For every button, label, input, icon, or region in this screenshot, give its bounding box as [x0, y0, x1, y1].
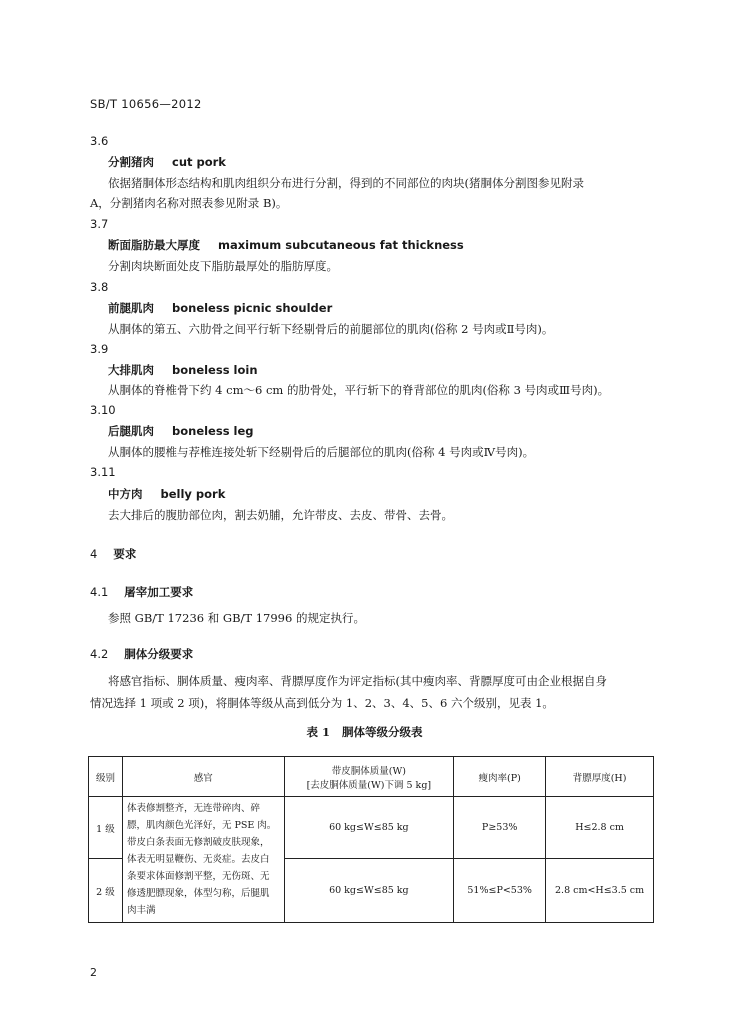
definition-text [108, 506, 648, 526]
term-heading [108, 362, 258, 378]
header-sense: 感官 [122, 757, 284, 797]
sense-line: 修透肥膘现象，体型匀称，后腿肌 [126, 888, 270, 899]
definition-text [108, 443, 648, 463]
cell-weight: 60 kg≤W≤85 kg [284, 859, 454, 923]
document-code: SB/T 10656—2012 [90, 97, 202, 111]
section-heading [90, 546, 136, 562]
cell-fat: H≤2.8 cm [546, 797, 654, 859]
table-header-row [89, 757, 654, 797]
sense-line: 体表修割整齐，无连带碎肉、碎 [126, 803, 260, 814]
term-cn: 前腿肌肉 [108, 301, 154, 315]
header-weight-line2: [去皮胴体质量(W)下调 5 kg] [306, 779, 432, 791]
cell-grade: 1 级 [89, 797, 123, 859]
term-en: cut pork [172, 155, 226, 169]
clause-number: 3.8 [90, 280, 109, 294]
definition-text-continued [90, 194, 650, 214]
cell-lean: P≥53% [454, 797, 546, 859]
definition-text [108, 257, 648, 277]
term-cn: 中方肉 [108, 487, 143, 501]
cell-weight: 60 kg≤W≤85 kg [284, 797, 454, 859]
subsection-number: 4.2 [90, 647, 109, 661]
header-fat: 背膘厚度(H) [546, 757, 654, 797]
term-heading [108, 154, 226, 170]
definition-line: 从胴体的第五、六肋骨之间平行斩下经剔骨后的前腿部位的肌肉(俗称 2 号肉或Ⅱ号肉)。 [108, 322, 554, 336]
definition-line: 从胴体的脊椎骨下约 4 cm～6 cm 的肋骨处，平行斩下的脊背部位的肌肉(俗称 3 号肉或Ⅲ号肉)。 [108, 383, 610, 397]
cell-grade: 2 级 [89, 859, 123, 923]
subsection-title: 胴体分级要求 [124, 647, 194, 661]
subsection-number: 4.1 [90, 585, 109, 599]
sense-line: 带皮白条表面无修割破皮肤现象， [126, 837, 270, 848]
term-en: belly pork [160, 487, 226, 501]
term-cn: 分割猪肉 [108, 155, 154, 169]
definition-text [108, 320, 648, 340]
sense-line: 膘，肌肉颜色光泽好，无 PSE 肉。 [126, 820, 277, 831]
term-cn: 断面脂肪最大厚度 [108, 238, 200, 252]
clause-number: 3.9 [90, 342, 109, 356]
section-title: 要求 [113, 547, 137, 561]
definition-line: 从胴体的腰椎与荐椎连接处斩下经剔骨后的后腿部位的肌肉(俗称 4 号肉或Ⅳ号肉)。 [108, 445, 535, 459]
cell-sense [122, 797, 284, 923]
clause-number: 3.11 [90, 465, 116, 479]
term-heading [108, 423, 254, 439]
term-en: maximum subcutaneous fat thickness [218, 238, 464, 252]
subsection-heading [90, 584, 193, 600]
sense-line: 条要求体面修割平整，无伤斑、无 [126, 871, 270, 882]
term-cn: 后腿肌肉 [108, 424, 154, 438]
page-number: 2 [90, 966, 97, 979]
header-grade: 级别 [89, 757, 123, 797]
table-title: 胴体等级分级表 [342, 725, 423, 739]
header-weight-line1: 带皮胴体质量(W) [331, 765, 406, 777]
grading-table [88, 756, 654, 923]
definition-text [108, 174, 648, 194]
term-en: boneless loin [172, 363, 258, 377]
term-heading [108, 237, 464, 253]
definition-text [108, 381, 648, 401]
table-row [89, 797, 654, 859]
header-weight [284, 757, 454, 797]
paragraph-line: 情况选择 1 项或 2 项)，将胴体等级从高到低分为 1、2、3、4、5、6 六个级别，见表 1。 [90, 696, 554, 710]
definition-line: 分割肉块断面处皮下脂肪最厚处的脂肪厚度。 [108, 259, 338, 273]
term-heading [108, 300, 332, 316]
sense-line: 体表无明显鞭伤、无炎症。去皮白 [126, 854, 270, 865]
term-en: boneless leg [172, 424, 254, 438]
definition-line: 依据猪胴体形态结构和肌肉组织分布进行分割，得到的不同部位的肉块(猪胴体分割图参见附录 [108, 176, 584, 190]
definition-line: A，分割猪肉名称对照表参见附录 B)。 [90, 196, 288, 210]
paragraph-line: 将感官指标、胴体质量、瘦肉率、背膘厚度作为评定指标(其中瘦肉率、背膘厚度可由企业根据自身 [108, 674, 607, 688]
term-heading [108, 486, 225, 502]
clause-number: 3.6 [90, 134, 109, 148]
sense-line: 肉丰满 [126, 905, 156, 916]
term-cn: 大排肌肉 [108, 363, 154, 377]
clause-number: 3.10 [90, 403, 116, 417]
definition-line: 去大排后的腹肋部位肉，割去奶脯，允许带皮、去皮、带骨、去骨。 [108, 508, 453, 522]
clause-number: 3.7 [90, 217, 109, 231]
cell-fat: 2.8 cm<H≤3.5 cm [546, 859, 654, 923]
header-lean: 瘦肉率(P) [454, 757, 546, 797]
term-en: boneless picnic shoulder [172, 301, 333, 315]
subsection-heading [90, 646, 193, 662]
cell-lean: 51%≤P<53% [454, 859, 546, 923]
table-caption [0, 724, 729, 740]
section-number: 4 [90, 547, 98, 561]
subsection-text: 参照 GB/T 17236 和 GB/T 17996 的规定执行。 [108, 611, 365, 625]
table-number: 表 1 [306, 725, 330, 739]
subsection-title: 屠宰加工要求 [124, 585, 194, 599]
